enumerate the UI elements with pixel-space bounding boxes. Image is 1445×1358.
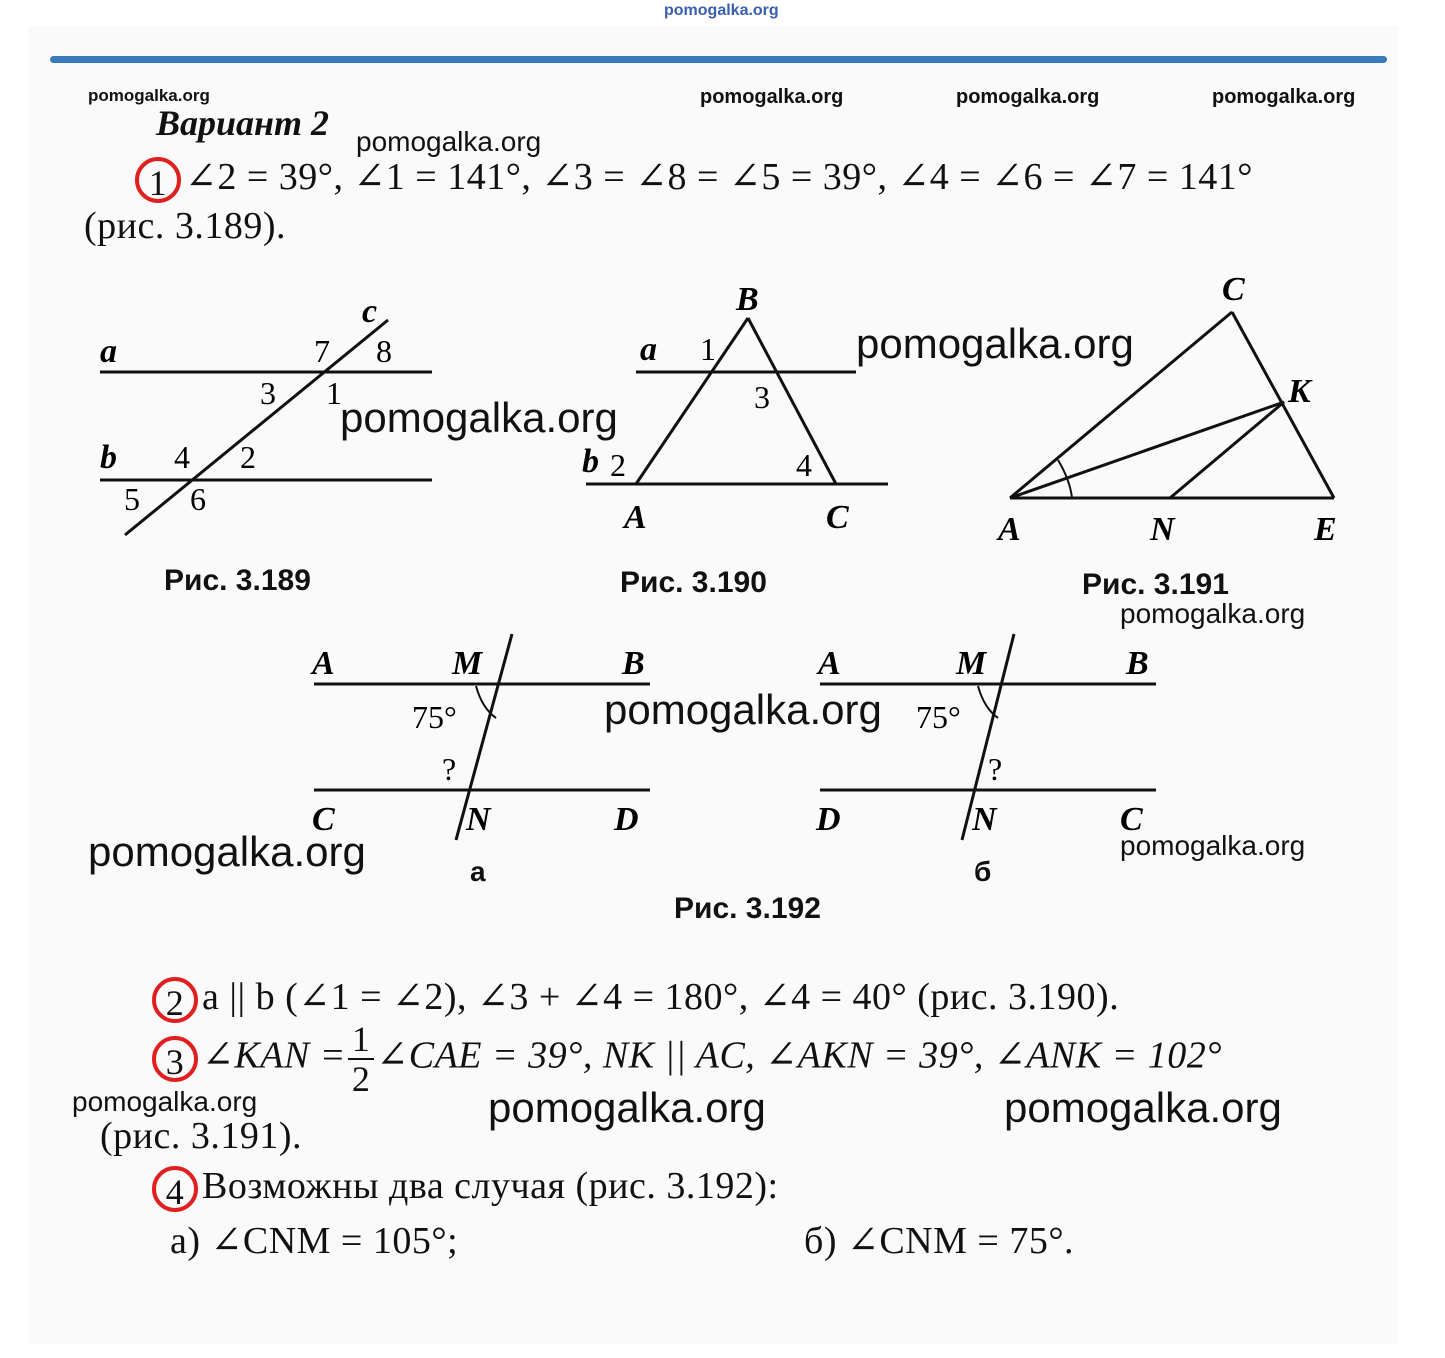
label-6: 6 xyxy=(190,481,206,517)
watermark: pomogalka.org xyxy=(356,126,542,157)
fraction-numerator: 1 xyxy=(348,1020,375,1060)
watermark: pomogalka.org xyxy=(856,320,1134,367)
label-a: a xyxy=(640,331,657,368)
label-B: B xyxy=(622,645,645,682)
task4-line xyxy=(152,1164,779,1212)
label-C: C xyxy=(1120,801,1143,838)
label-c: c xyxy=(362,293,378,330)
label-B: B xyxy=(1126,645,1149,682)
label-A: A xyxy=(998,511,1021,548)
task4-case-a: а) ∠CNM = 105°; xyxy=(170,1220,459,1262)
segment-NK xyxy=(1170,402,1284,498)
label-D: D xyxy=(614,801,639,838)
label-question: ? xyxy=(988,751,1003,787)
label-A: A xyxy=(818,645,841,682)
label-N: N xyxy=(466,801,491,838)
watermark: pomogalka.org xyxy=(1120,830,1306,861)
watermark: pomogalka.org xyxy=(72,1086,258,1117)
label-A: A xyxy=(624,499,647,536)
caption-3-190: Рис. 3.190 xyxy=(620,566,767,599)
task2-number-badge: 2 xyxy=(152,977,198,1023)
label-M: M xyxy=(956,645,987,682)
watermark: pomogalka.org xyxy=(1120,598,1306,629)
variant-title: Вариант 2 xyxy=(156,103,330,143)
sub-label-a: а xyxy=(470,856,486,887)
figure-3-192a xyxy=(306,626,666,856)
label-2: 2 xyxy=(610,447,626,483)
watermark: pomogalka.org xyxy=(88,86,210,105)
label-N: N xyxy=(1150,511,1175,548)
task3-number-badge: 3 xyxy=(152,1036,198,1082)
label-1: 1 xyxy=(326,375,342,411)
label-b: b xyxy=(100,439,117,476)
label-5: 5 xyxy=(124,481,140,517)
task1-text: ∠2 = 39°, ∠1 = 141°, ∠3 = ∠8 = ∠5 = 39°, ∠4 = ∠6 = ∠7 = 141° xyxy=(185,156,1253,198)
side-CE xyxy=(1232,312,1334,498)
label-b: b xyxy=(582,443,599,480)
label-1: 1 xyxy=(700,331,716,367)
label-7: 7 xyxy=(314,333,330,369)
label-K: K xyxy=(1288,373,1311,410)
label-3: 3 xyxy=(754,379,770,415)
label-question: ? xyxy=(442,751,457,787)
label-B: B xyxy=(736,281,759,318)
caption-3-191: Рис. 3.191 xyxy=(1082,568,1229,601)
label-8: 8 xyxy=(376,333,392,369)
watermark-top: pomogalka.org xyxy=(664,2,779,19)
label-E: E xyxy=(1314,511,1337,548)
watermark: pomogalka.org xyxy=(340,394,618,441)
label-M: M xyxy=(452,645,483,682)
task4-case-b: б) ∠CNM = 75°. xyxy=(804,1220,1075,1262)
task2-text: a || b (∠1 = ∠2), ∠3 + ∠4 = 180°, ∠4 = 40° (рис. 3.190). xyxy=(202,976,1120,1018)
label-N: N xyxy=(972,801,997,838)
watermark: pomogalka.org xyxy=(700,86,844,108)
task1-line2: (рис. 3.189). xyxy=(84,205,287,247)
label-a: a xyxy=(100,333,117,370)
task3-text-before: ∠KAN = xyxy=(202,1034,346,1077)
watermark: pomogalka.org xyxy=(88,828,366,875)
watermark: pomogalka.org xyxy=(1004,1084,1282,1131)
task3-line2: (рис. 3.191). xyxy=(100,1115,303,1157)
fraction-one-half xyxy=(348,1020,375,1098)
label-angle: 75° xyxy=(916,699,961,735)
caption-3-189: Рис. 3.189 xyxy=(164,564,311,597)
watermark: pomogalka.org xyxy=(488,1084,766,1131)
label-A: A xyxy=(312,645,335,682)
caption-3-192: Рис. 3.192 xyxy=(674,892,821,925)
figure-3-192b xyxy=(812,626,1172,856)
label-C: C xyxy=(312,801,335,838)
figure-3-190 xyxy=(578,280,898,540)
watermark: pomogalka.org xyxy=(956,86,1100,108)
task4-text: Возможны два случая (рис. 3.192): xyxy=(202,1165,779,1207)
label-4: 4 xyxy=(796,447,812,483)
fraction-denominator: 2 xyxy=(351,1059,371,1099)
label-C: C xyxy=(1222,271,1245,308)
task1-number-badge: 1 xyxy=(135,157,181,203)
label-4: 4 xyxy=(174,439,190,475)
label-angle: 75° xyxy=(412,699,457,735)
watermark: pomogalka.org xyxy=(1212,86,1356,108)
task4-number-badge: 4 xyxy=(152,1166,198,1212)
top-blue-bar xyxy=(50,56,1387,63)
label-D: D xyxy=(816,801,841,838)
label-C: C xyxy=(826,499,849,536)
figure-3-191 xyxy=(996,266,1356,556)
label-3: 3 xyxy=(260,375,276,411)
task1-line1 xyxy=(135,154,1253,203)
task3-text-after: ∠CAE = 39°, NK || AC, ∠AKN = 39°, ∠ANK = 102° xyxy=(376,1034,1222,1077)
watermark: pomogalka.org xyxy=(604,686,882,733)
sub-label-b: б xyxy=(974,856,992,887)
segment-AK xyxy=(1010,402,1284,498)
label-2: 2 xyxy=(240,439,256,475)
task2-line xyxy=(152,974,1119,1023)
